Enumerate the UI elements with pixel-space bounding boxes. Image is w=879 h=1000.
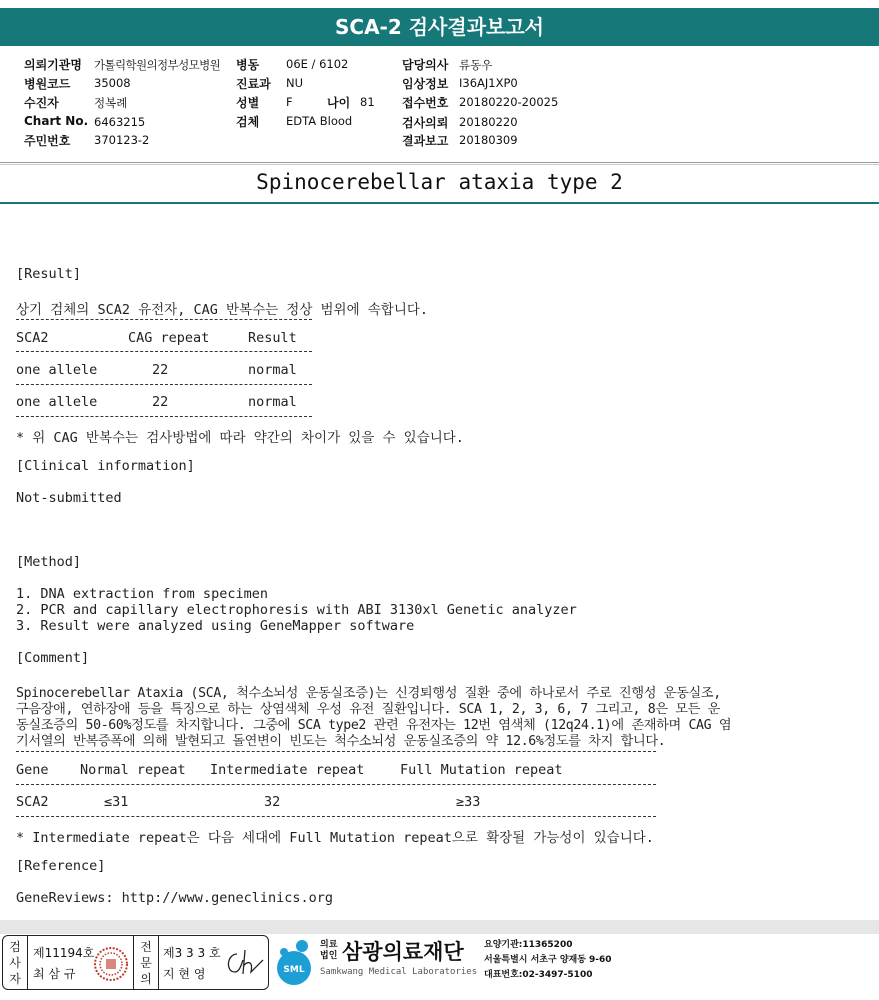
result-heading: [Result] xyxy=(16,266,82,282)
result-cell: one allele xyxy=(16,394,98,410)
chart-label: Chart No. xyxy=(24,114,89,128)
table-divider xyxy=(16,351,312,352)
dept-label: 진료과 xyxy=(236,77,271,91)
gene-col-header: Intermediate repeat xyxy=(210,762,365,778)
result-cell: 22 xyxy=(152,394,169,410)
report-date-label: 결과보고 xyxy=(402,134,449,148)
chart-value: 6463215 xyxy=(94,115,146,129)
org-contact: 요양기관:11365200 서울특별시 서초구 양재동 9-60 대표번호:02-3497-5100 xyxy=(484,940,612,980)
comment-heading: [Comment] xyxy=(16,650,90,666)
hospital-label: 의뢰기관명 xyxy=(24,58,82,72)
clinical-value: I36AJ1XP0 xyxy=(459,76,518,90)
doctor-label: 담당의사 xyxy=(402,58,449,72)
code-label: 병원코드 xyxy=(24,77,71,91)
tester-license: 제11194호 xyxy=(33,946,95,960)
signature-box xyxy=(2,935,269,990)
receipt-label: 접수번호 xyxy=(402,96,449,110)
table-divider xyxy=(16,416,312,417)
divider xyxy=(0,162,879,163)
footer-divider xyxy=(0,920,879,934)
result-cell: 22 xyxy=(152,362,169,378)
svg-text:SML: SML xyxy=(283,965,305,975)
table-divider xyxy=(16,784,656,785)
result-col-header: Result xyxy=(248,330,297,346)
doctor-value: 류동우 xyxy=(459,58,493,72)
ward-label: 병동 xyxy=(236,58,260,72)
table-divider xyxy=(16,319,312,320)
gene-note: * Intermediate repeat은 다음 세대에 Full Mutation repeat으로 확장될 가능성이 있습니다. xyxy=(16,830,654,846)
tester-label: 검 사 자 xyxy=(9,940,21,986)
code-value: 35008 xyxy=(94,76,131,90)
specimen-label: 검체 xyxy=(236,115,260,129)
receipt-value: 20180220-20025 xyxy=(459,95,559,109)
reviewer-name: 지 현 영 xyxy=(163,967,206,981)
table-divider xyxy=(16,384,312,385)
sml-logo-icon xyxy=(272,936,316,986)
result-statement: 상기 검체의 SCA2 유전자, CAG 반복수는 정상 범위에 속합니다. xyxy=(16,302,429,318)
sex-value: F xyxy=(286,95,293,109)
specimen-value: EDTA Blood xyxy=(286,114,353,128)
age-value: 81 xyxy=(360,95,375,109)
organization-logo xyxy=(272,936,872,992)
dept-value: NU xyxy=(286,76,304,90)
tester-name: 최 삼 규 xyxy=(33,967,76,981)
comment-line: 동실조증의 50-60%정도를 차지합니다. 그중에 SCA type2 관련 유전자는 12번 염색체 (12q24.1)에 존재하며 CAG 염 xyxy=(16,718,732,733)
reference-heading: [Reference] xyxy=(16,858,106,874)
reviewer-label: 전 문 의 xyxy=(140,940,152,986)
table-divider xyxy=(16,816,656,817)
gene-cell: ≤31 xyxy=(104,794,129,810)
report-header-title: SCA-2 검사결과보고서 xyxy=(0,8,879,46)
gene-col-header: Gene xyxy=(16,762,49,778)
method-heading: [Method] xyxy=(16,554,82,570)
report-date-value: 20180309 xyxy=(459,133,518,147)
box-divider xyxy=(158,936,159,989)
ward-value: 06E / 6102 xyxy=(286,57,349,71)
reference-text: GeneReviews: http://www.geneclinics.org xyxy=(16,890,333,906)
seal-stamp-icon xyxy=(93,946,129,982)
gene-col-header: Full Mutation repeat xyxy=(400,762,563,778)
method-item: 2. PCR and capillary electrophoresis with ABI 3130xl Genetic analyzer xyxy=(16,602,577,618)
comment-line: Spinocerebellar Ataxia (SCA, 척수소뇌성 운동실조증)는 신경퇴행성 질환 중에 하나로서 주로 진행성 운동실조, xyxy=(16,686,721,701)
table-divider xyxy=(16,751,656,752)
divider xyxy=(0,164,879,165)
recipient-value: 정복례 xyxy=(94,96,128,110)
comment-line: 구음장애, 연하장애 등을 특징으로 하는 상염색체 우성 유전 질환입니다. SCA 1, 2, 3, 6, 7 그리고, 8은 모든 운 xyxy=(16,702,721,717)
result-cell: one allele xyxy=(16,362,98,378)
result-col-header: CAG repeat xyxy=(128,330,210,346)
gene-cell: ≥33 xyxy=(456,794,481,810)
result-cell: normal xyxy=(248,394,297,410)
sex-label: 성별 xyxy=(236,96,260,110)
org-name: 삼광의료재단 xyxy=(342,940,464,964)
id-value: 370123-2 xyxy=(94,133,150,147)
title-divider xyxy=(0,202,879,204)
recipient-label: 수진자 xyxy=(24,96,59,110)
clinical-heading: [Clinical information] xyxy=(16,458,195,474)
clinical-text: Not-submitted xyxy=(16,490,122,506)
result-cell: normal xyxy=(248,362,297,378)
clinical-label: 임상정보 xyxy=(402,77,449,91)
age-label: 나이 xyxy=(327,96,351,110)
id-label: 주민번호 xyxy=(24,134,71,148)
box-divider xyxy=(27,936,28,989)
reviewer-license: 제3 3 3 호 xyxy=(163,946,221,960)
result-col-header: SCA2 xyxy=(16,330,49,346)
org-english-name: Samkwang Medical Laboratories xyxy=(320,967,478,977)
request-label: 검사의뢰 xyxy=(402,116,449,130)
hospital-value: 가톨릭학원의정부성모병원 xyxy=(94,58,221,72)
gene-col-header: Normal repeat xyxy=(80,762,186,778)
request-value: 20180220 xyxy=(459,115,518,129)
comment-line: 기서열의 반복증폭에 의해 발현되고 돌연변이 빈도는 척수소뇌성 운동실조증의 약 12.6%정도를 차지 합니다. xyxy=(16,734,666,749)
result-note: * 위 CAG 반복수는 검사방법에 따라 약간의 차이가 있을 수 있습니다. xyxy=(16,430,464,446)
report-title: Spinocerebellar ataxia type 2 xyxy=(256,170,623,194)
signature-icon xyxy=(223,946,265,980)
gene-cell: SCA2 xyxy=(16,794,49,810)
org-prefix: 의료 법인 xyxy=(320,940,338,961)
method-item: 1. DNA extraction from specimen xyxy=(16,586,268,602)
gene-cell: 32 xyxy=(264,794,281,810)
method-item: 3. Result were analyzed using GeneMapper software xyxy=(16,618,415,634)
